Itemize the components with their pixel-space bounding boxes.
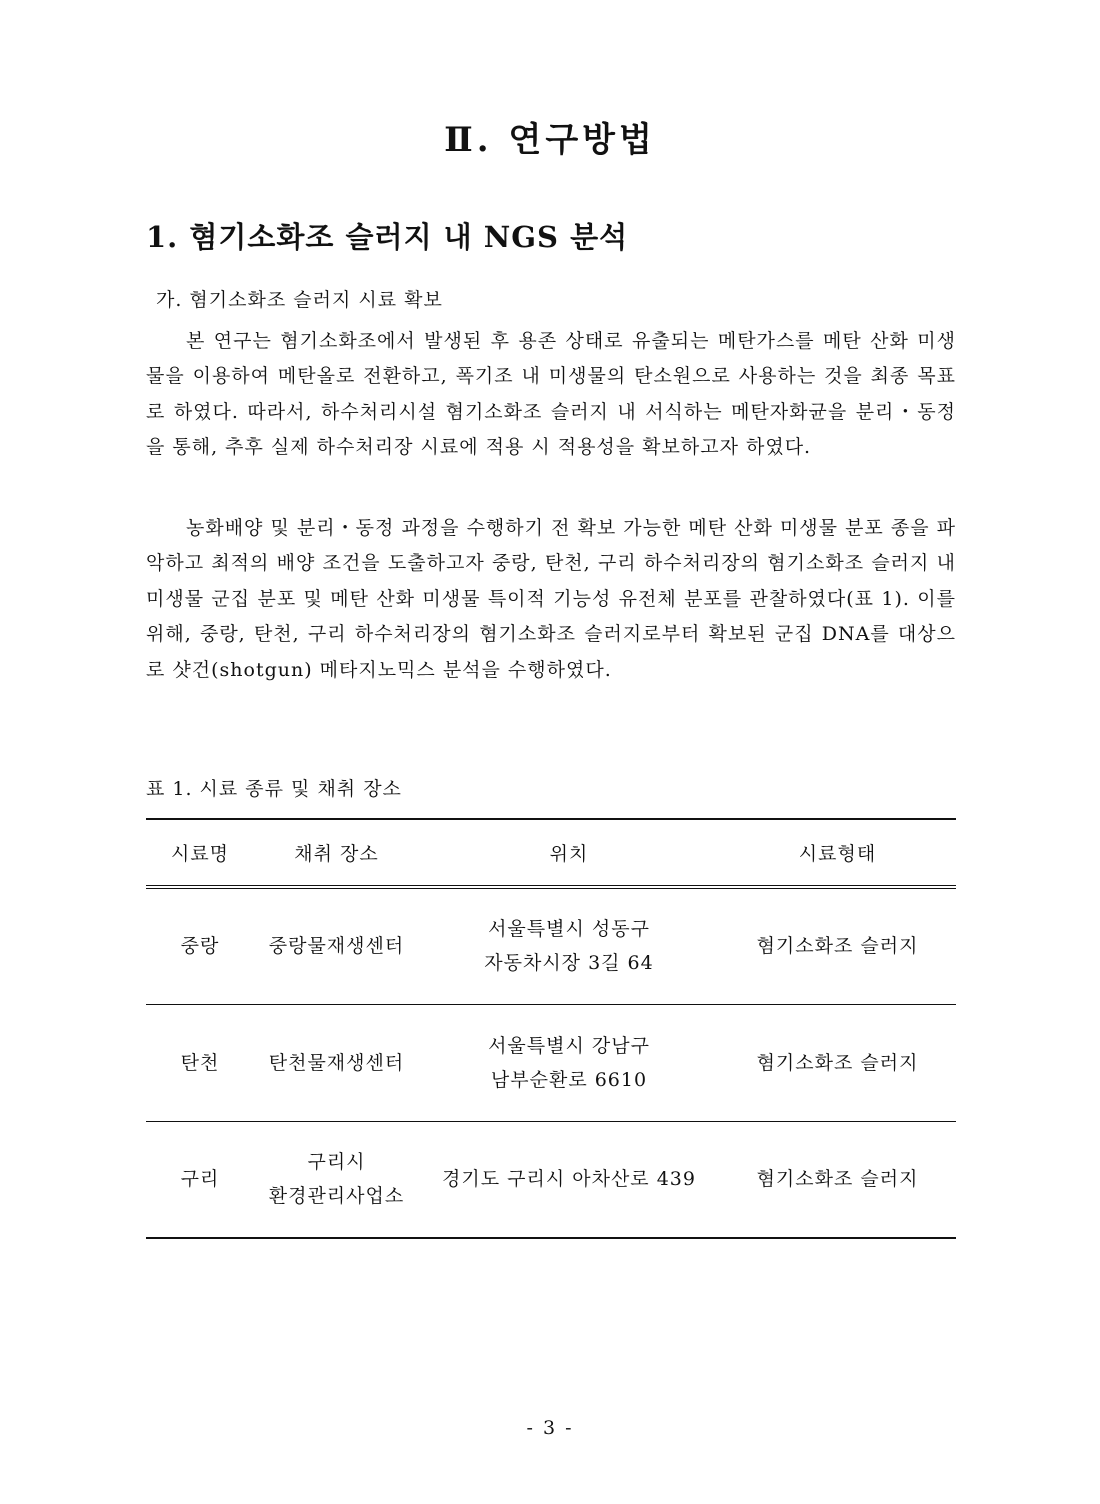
cell-location bbox=[419, 887, 719, 1004]
table-row bbox=[146, 1121, 956, 1238]
table-caption: 표 1. 시료 종류 및 채취 장소 bbox=[146, 778, 402, 800]
cell-line: 구리시 bbox=[307, 1151, 366, 1174]
body-paragraph: 농화배양 및 분리・동정 과정을 수행하기 전 확보 가능한 메탄 산화 미생물 분포 종을 파악하고 최적의 배양 조건을 도출하고자 중랑, 탄천, 구리 하수처리장의 혐기소화조 슬러지 내 미생물 군집 분포 및 메탄 산화 미생물 특이적 기능성 유전체 분포를 관찰하였다(표 1). 이를 위해, 중랑, 탄천, 구리 하수처리장의 혐기소화조 슬러지로부터 확보된 군집 DNA를 대상으로 샷건(shotgun) 메타지노믹스 분석을 수행하였다. bbox=[146, 517, 956, 681]
column-header-collection-site: 채취 장소 bbox=[254, 819, 419, 887]
cell-location bbox=[419, 1121, 719, 1238]
cell-line: 환경관리사업소 bbox=[268, 1185, 405, 1208]
column-header-sample-name: 시료명 bbox=[146, 819, 254, 887]
cell-sample-name: 중랑 bbox=[146, 887, 254, 1004]
subsection-title: 가. 혐기소화조 슬러지 시료 확보 bbox=[156, 289, 443, 311]
table-header bbox=[146, 819, 956, 887]
column-header-location: 위치 bbox=[419, 819, 719, 887]
table-body bbox=[146, 887, 956, 1238]
cell-line: 중랑물재생센터 bbox=[268, 935, 405, 958]
cell-sample-name: 탄천 bbox=[146, 1004, 254, 1121]
cell-sample-type: 혐기소화조 슬러지 bbox=[719, 1004, 956, 1121]
table-header-row bbox=[146, 819, 956, 887]
cell-line: 서울특별시 강남구 bbox=[488, 1034, 650, 1057]
cell-line: 서울특별시 성동구 bbox=[488, 918, 650, 941]
cell-collection-site bbox=[254, 1004, 419, 1121]
cell-collection-site bbox=[254, 1121, 419, 1238]
cell-sample-type: 혐기소화조 슬러지 bbox=[719, 887, 956, 1004]
sample-table bbox=[146, 818, 956, 1239]
chapter-title: Ⅱ. 연구방법 bbox=[444, 120, 656, 160]
body-paragraph: 본 연구는 혐기소화조에서 발생된 후 용존 상태로 유출되는 메탄가스를 메탄 산화 미생물을 이용하여 메탄올로 전환하고, 폭기조 내 미생물의 탄소원으로 사용하는 것을 최종 목표로 하였다. 따라서, 하수처리시설 혐기소화조 슬러지 내 서식하는 메탄자화균을 분리・동정을 통해, 추후 실제 하수처리장 시료에 적용 시 적용성을 확보하고자 하였다. bbox=[146, 330, 956, 459]
cell-line: 자동차시장 3길 64 bbox=[484, 952, 654, 975]
cell-sample-type: 혐기소화조 슬러지 bbox=[719, 1121, 956, 1238]
table-row bbox=[146, 1004, 956, 1121]
page-number: - 3 - bbox=[526, 1417, 574, 1439]
column-header-sample-type: 시료형태 bbox=[719, 819, 956, 887]
cell-line: 경기도 구리시 아차산로 439 bbox=[442, 1168, 696, 1191]
cell-location bbox=[419, 1004, 719, 1121]
cell-line: 탄천물재생센터 bbox=[268, 1051, 405, 1074]
cell-line: 남부순환로 6610 bbox=[490, 1068, 648, 1091]
cell-sample-name: 구리 bbox=[146, 1121, 254, 1238]
cell-collection-site bbox=[254, 887, 419, 1004]
section-title: 1. 혐기소화조 슬러지 내 NGS 분석 bbox=[146, 220, 629, 254]
table-row bbox=[146, 887, 956, 1004]
